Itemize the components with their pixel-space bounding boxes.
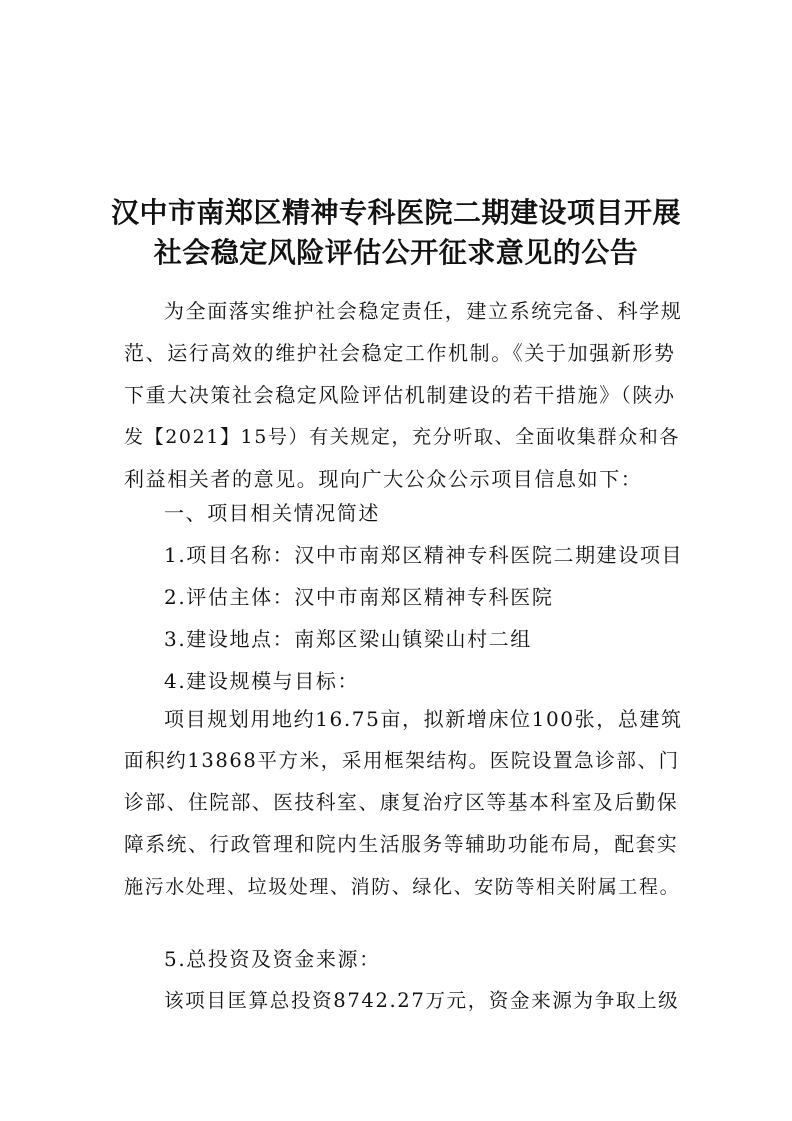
scale-paragraph-line: 诊部、住院部、医技科室、康复治疗区等基本科室及后勤保 [124,791,679,814]
intro-paragraph-line: 发【2021】15号）有关规定，充分听取、全面收集群众和各 [124,426,680,448]
list-item-scale-heading: 4.建设规模与目标： [164,669,360,693]
list-item-investment-heading: 5.总投资及资金来源： [164,947,381,971]
document-title-line-2: 社会稳定风险评估公开征求意见的公告 [153,236,639,269]
intro-paragraph-line: 下重大决策社会稳定风险评估机制建设的若干措施》（陕办 [124,383,676,407]
scale-paragraph-line: 面积约13868平方米，采用框架结构。医院设置急诊部、门 [124,749,680,772]
list-item-project-name: 1.项目名称：汉中市南郑区精神专科医院二期建设项目 [164,543,684,567]
intro-paragraph-line: 为全面落实维护社会稳定责任，建立系统完备、科学规 [164,299,683,323]
list-item-construction-site: 3.建设地点：南郑区梁山镇梁山村二组 [164,627,532,651]
scale-paragraph-line: 障系统、行政管理和院内生活服务等辅助功能布局，配套实 [124,833,679,856]
list-item-assessment-subject: 2.评估主体：汉中市南郑区精神专科医院 [164,585,554,609]
intro-paragraph-line: 范、运行高效的维护社会稳定工作机制。《关于加强新形势 [124,341,676,365]
scale-paragraph-line: 施污水处理、垃圾处理、消防、绿化、安防等相关附属工程。 [124,876,681,898]
document-title-line-1: 汉中市南郑区精神专科医院二期建设项目开展 [110,196,681,229]
intro-paragraph-line: 利益相关者的意见。现向广大公众公示项目信息如下： [124,467,643,491]
investment-paragraph-line: 该项目匡算总投资8742.27万元，资金来源为争取上级 [164,989,680,1012]
section-heading: 一、项目相关情况简述 [164,501,380,525]
scale-paragraph-line: 项目规划用地约16.75亩，拟新增床位100张，总建筑 [164,707,683,731]
